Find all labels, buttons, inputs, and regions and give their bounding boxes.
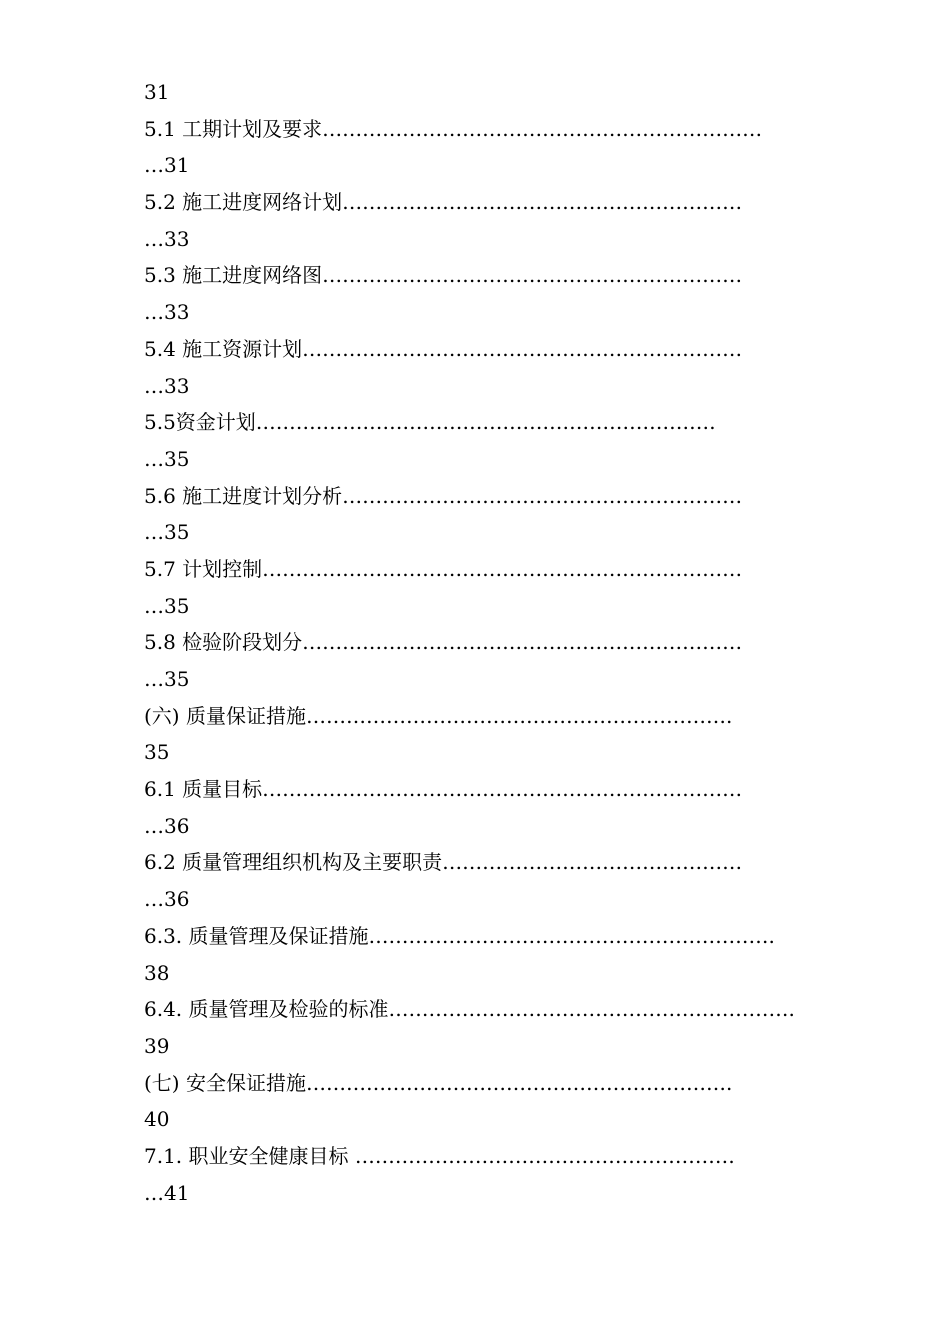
table-of-contents xyxy=(144,78,824,1215)
toc-line: …35 xyxy=(144,593,190,618)
toc-line: (七) 安全保证措施………………………………………………………. xyxy=(144,1070,733,1095)
toc-line: …33 xyxy=(144,226,190,251)
toc-line: 40 xyxy=(144,1107,170,1132)
toc-line: …33 xyxy=(144,300,190,325)
toc-line: 5.1 工期计划及要求………………………………………………………… xyxy=(144,116,763,141)
toc-line: 5.4 施工资源计划………………………………………………………… xyxy=(144,336,743,361)
toc-line: (六) 质量保证措施………………………………………………………. xyxy=(144,703,733,728)
toc-line: 39 xyxy=(144,1033,170,1058)
toc-line: 31 xyxy=(144,80,170,104)
toc-line: …35 xyxy=(144,520,190,545)
toc-line: 5.6 施工进度计划分析…………………………………………………… xyxy=(144,483,743,508)
toc-line: 6.1 质量目标……………………………………………………………… xyxy=(144,777,743,802)
toc-line: …35 xyxy=(144,446,190,471)
toc-line: 6.3. 质量管理及保证措施……………………………………………………. xyxy=(144,923,775,948)
toc-line: 5.7 计划控制……………………………………………………………… xyxy=(144,556,743,581)
toc-line: …36 xyxy=(144,887,190,912)
toc-line: 5.5资金计划…………………………………………………………… xyxy=(144,410,716,435)
toc-line: 5.8 检验阶段划分………………………………………………………… xyxy=(144,630,743,655)
toc-line: 5.3 施工进度网络图……………………………………………………… xyxy=(144,263,743,288)
toc-line: 35 xyxy=(144,740,170,765)
toc-line: 38 xyxy=(144,960,170,985)
toc-line: …36 xyxy=(144,813,190,838)
toc-line: …31 xyxy=(144,153,190,178)
toc-line: 7.1. 职业安全健康目标 ………………………………………………… xyxy=(144,1143,735,1168)
toc-line: 5.2 施工进度网络计划…………………………………………………… xyxy=(144,190,743,215)
toc-line: 6.2 质量管理组织机构及主要职责……………………………………… xyxy=(144,850,743,875)
toc-line: …33 xyxy=(144,373,190,398)
toc-line: …35 xyxy=(144,667,190,691)
toc-line: 6.4. 质量管理及检验的标准……………………………………………………. xyxy=(144,997,795,1022)
toc-line: …41 xyxy=(144,1180,190,1205)
